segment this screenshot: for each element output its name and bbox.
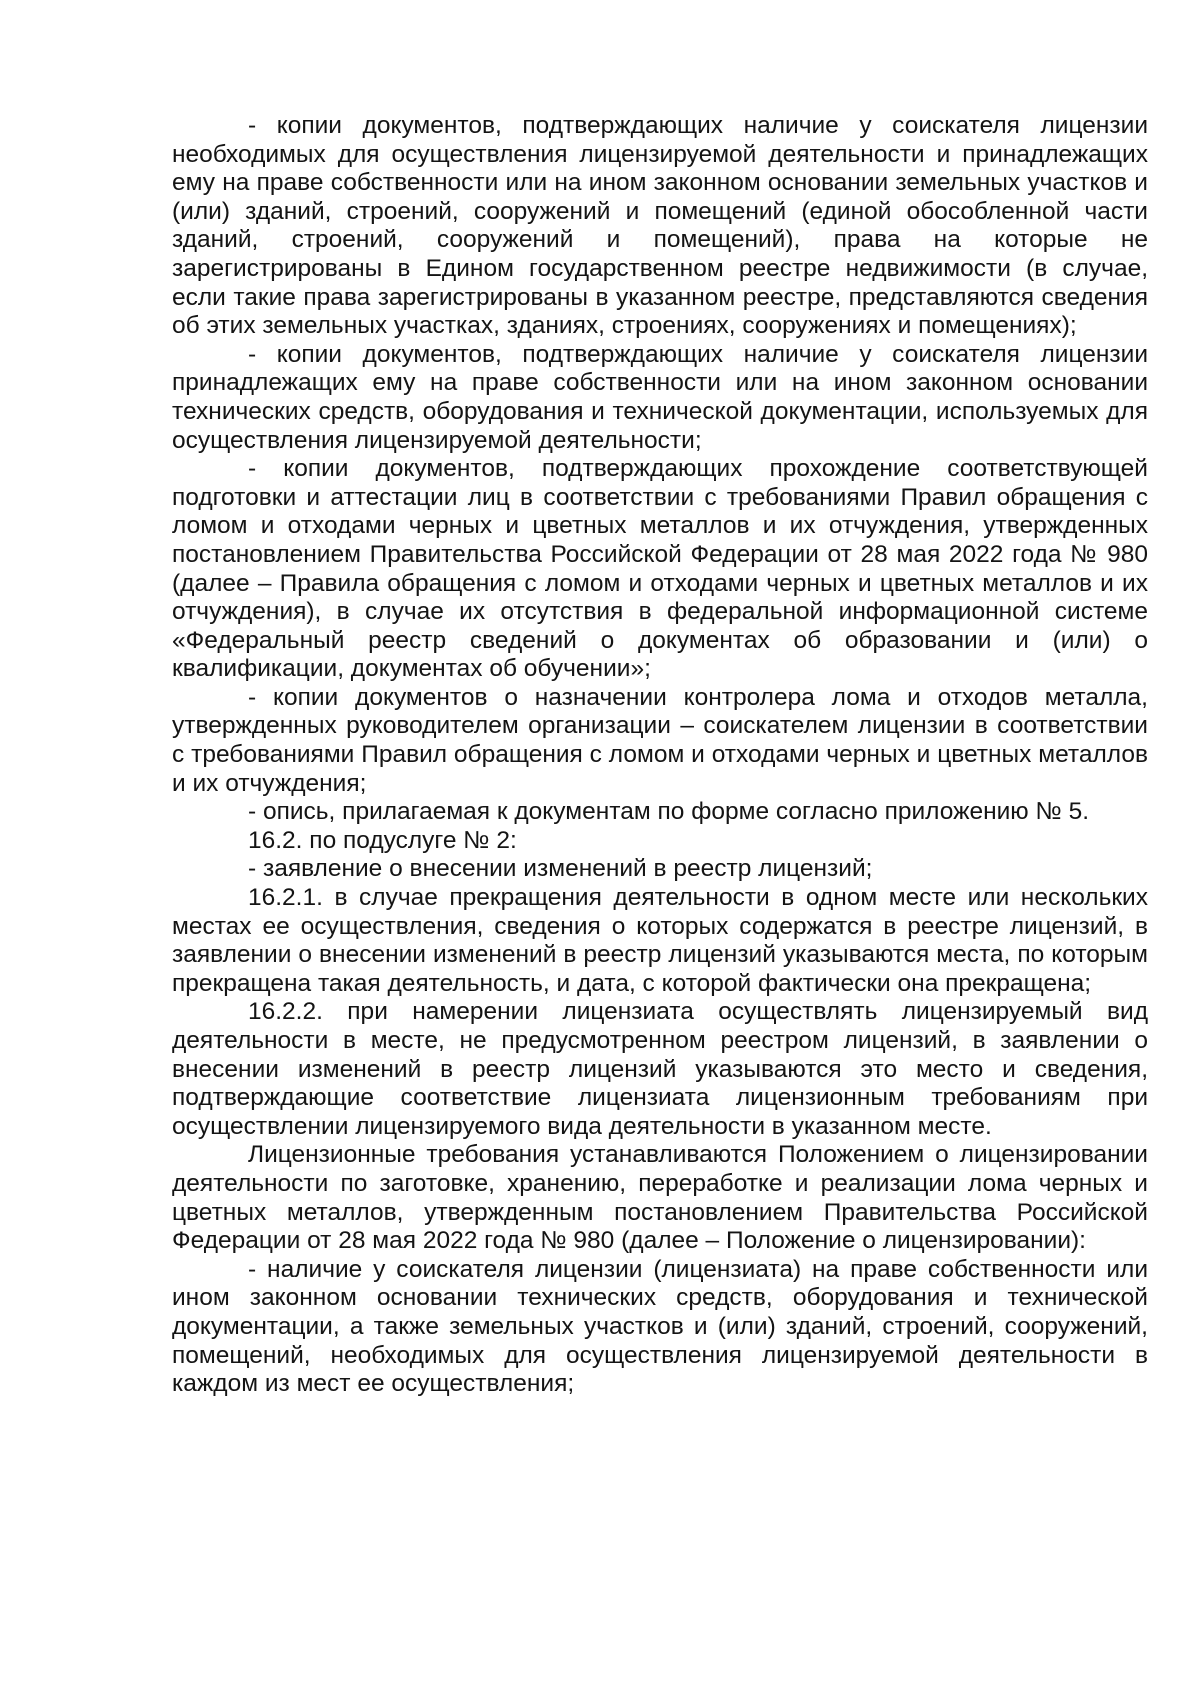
paragraph-subservice-2-heading: 16.2. по подуслуге № 2: <box>248 826 517 854</box>
paragraph-16-2-2: 16.2.2. при намерении лицензиата осуществлять лицензируемый вид деятельности в месте, не предусмотренном реестром лицензий, в заявлении о внесении изменений в реестр лицензий указываются это место и сведения, подтверждающие соответствие лицензиата лицензионным требованиям при осуществлении лицензируемого вида деятельности в указанном месте. <box>172 998 1148 1140</box>
paragraph-technical-means-copies: - копии документов, подтверждающих наличие у соискателя лицензии принадлежащих ему на праве собственности или на ином законном основании технических средств, оборудования и технической документации, используемых для осуществления лицензируемой деятельности; <box>172 340 1148 454</box>
paragraph-registry-change-application: - заявление о внесении изменений в реестр лицензий; <box>248 855 873 883</box>
paragraph-land-buildings-copies: - копии документов, подтверждающих наличие у соискателя лицензии необходимых для осуществления лицензируемой деятельности и принадлежащих ему на праве собственности или на ином законном основании земельных участков и (или) зданий, строений, сооружений и помещений (единой обособленной части зданий, строений, сооружений и помещений), права на которые не зарегистрированы в Едином государственном реестре недвижимости (в случае, если такие права зарегистрированы в указанном реестре, представляются сведения об этих земельных участках, зданиях, строениях, сооружениях и помещениях); <box>172 112 1148 340</box>
document-page <box>172 112 1148 1399</box>
paragraph-controller-appointment-copies: - копии документов о назначении контролера лома и отходов металла, утвержденных руководителем организации – соискателем лицензии в соответствии с требованиями Правил обращения с ломом и отходами черных и цветных металлов и их отчуждения; <box>172 683 1148 797</box>
paragraph-requirement-ownership: - наличие у соискателя лицензии (лицензиата) на праве собственности или ином законном основании технических средств, оборудования и технической документации, а также земельных участков и (или) зданий, строений, сооружений, помещений, необходимых для осуществления лицензируемой деятельности в каждом из мест ее осуществления; <box>172 1255 1148 1398</box>
paragraph-licensing-requirements: Лицензионные требования устанавливаются Положением о лицензировании деятельности по заготовке, хранению, переработке и реализации лома черных и цветных металлов, утвержденным постановлением Правительства Российской Федерации от 28 мая 2022 года № 980 (далее – Положение о лицензировании): <box>172 1141 1148 1255</box>
paragraph-inventory: - опись, прилагаемая к документам по форме согласно приложению № 5. <box>248 798 1090 826</box>
paragraph-16-2-1: 16.2.1. в случае прекращения деятельности в одном месте или нескольких местах ее осуществления, сведения о которых содержатся в реестре лицензий, в заявлении о внесении изменений в реестр лицензий указываются места, по которым прекращена такая деятельность, и дата, с которой фактически она прекращена; <box>172 884 1148 997</box>
paragraph-training-attestation-copies: - копии документов, подтверждающих прохождение соответствующей подготовки и аттестации лиц в соответствии с требованиями Правил обращения с ломом и отходами черных и цветных металлов и их отчуждения, утвержденных постановлением Правительства Российской Федерации от 28 мая 2022 года № 980 (далее – Правила обращения с ломом и отходами черных и цветных металлов и их отчуждения), в случае их отсутствия в федеральной информационной системе «Федеральный реестр сведений о документах об образовании и (или) о квалификации, документах об обучении»; <box>172 455 1148 683</box>
